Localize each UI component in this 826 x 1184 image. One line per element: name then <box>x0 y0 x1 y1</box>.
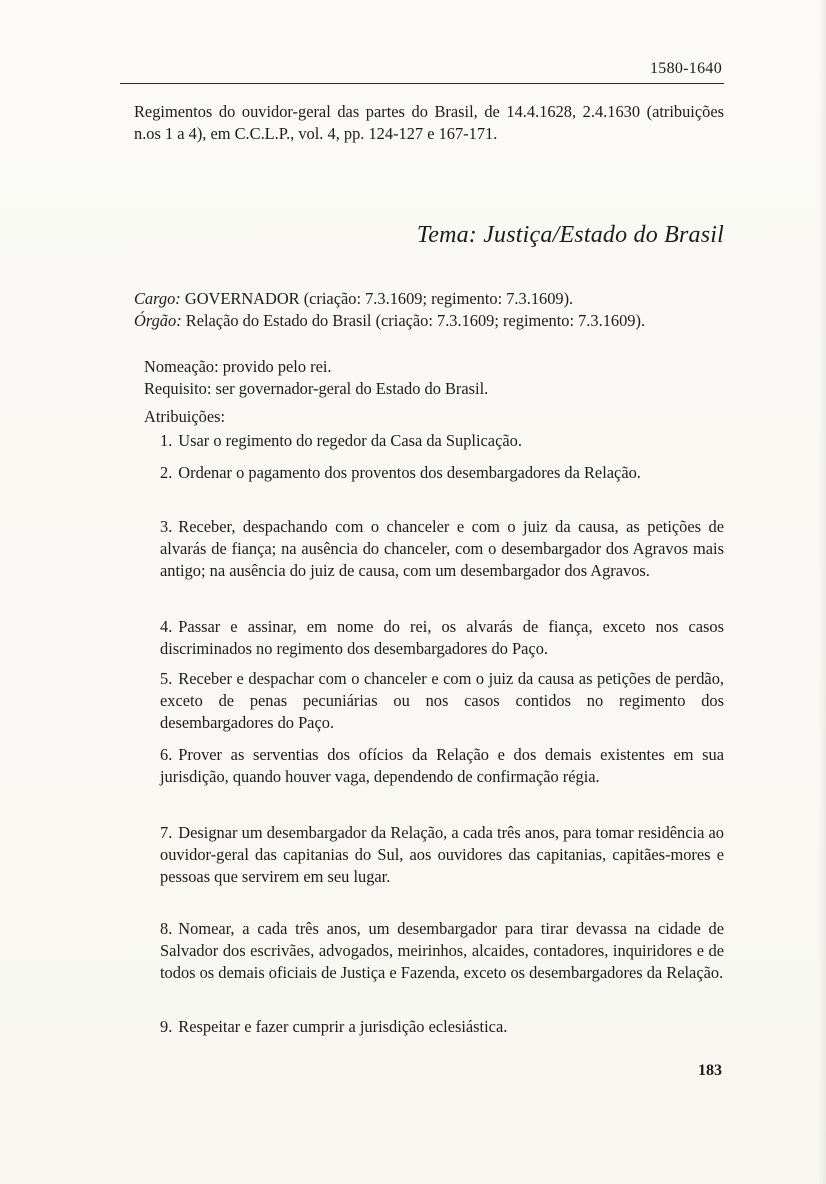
section-theme-heading: Tema: Justiça/Estado do Brasil <box>416 222 724 248</box>
item-text: Receber, despachando com o chanceler e com o juiz da causa, as petições de alvarás de fiança; na ausência do chanceler, com o desembargador dos Agravos mais antigo; na ausência do juiz de causa, com um desembargador dos Agravos. <box>160 517 724 580</box>
requisito-line: Requisito: ser governador-geral do Estado do Brasil. <box>144 379 489 398</box>
scan-edge-shadow <box>818 0 826 1184</box>
item-text: Nomear, a cada três anos, um desembargador para tirar devassa na cidade de Salvador dos escrivães, advogados, meirinhos, alcaides, contadores, inquiridores e de todos os demais oficiais de Justiça e Fazenda, exceto os desembargadores da Relação. <box>160 919 724 982</box>
item-text: Passar e assinar, em nome do rei, os alvarás de fiança, exceto nos casos discriminados no regimento dos desembargadores do Paço. <box>160 617 724 658</box>
nomeacao-line: Nomeação: provido pelo rei. <box>144 357 332 376</box>
atribuicoes-label: Atribuições: <box>144 407 226 426</box>
cargo-line <box>134 288 724 310</box>
list-item <box>160 616 724 660</box>
list-item <box>160 822 724 888</box>
item-number: 8. <box>160 919 173 938</box>
list-item <box>160 744 724 788</box>
item-text: Prover as serventias dos ofícios da Relação e dos demais existentes em sua jurisdição, quando houver vaga, dependendo de confirmação régia. <box>160 745 724 786</box>
item-number: 3. <box>160 517 173 536</box>
item-text: Designar um desembargador da Relação, a cada três anos, para tomar residência ao ouvidor-geral das capitanias do Sul, aos ouvidores das capitanias, capitães-mores e pessoas que servirem em seu lugar. <box>160 823 724 886</box>
item-text: Ordenar o pagamento dos proventos dos desembargadores da Relação. <box>178 463 641 482</box>
item-number: 7. <box>160 823 173 842</box>
cargo-label: Cargo: <box>134 289 181 308</box>
item-text: Receber e despachar com o chanceler e com o juiz da causa as petições de perdão, exceto de penas pecuniárias ou nos casos contidos no regimento dos desembargadores do Paço. <box>160 669 724 732</box>
item-number: 9. <box>160 1017 173 1036</box>
running-header-date-range: 1580-1640 <box>649 60 722 77</box>
item-number: 2. <box>160 463 173 482</box>
orgao-line <box>134 310 724 332</box>
reference-paragraph: Regimentos do ouvidor-geral das partes do Brasil, de 14.4.1628, 2.4.1630 (atribuições n.os 1 a 4), em C.C.L.P., vol. 4, pp. 124-127 e 167-171. <box>134 102 724 143</box>
list-item <box>160 430 724 452</box>
item-text: Respeitar e fazer cumprir a jurisdição eclesiástica. <box>178 1017 508 1036</box>
item-number: 1. <box>160 431 173 450</box>
item-number: 6. <box>160 745 173 764</box>
item-number: 4. <box>160 617 173 636</box>
cargo-value: GOVERNADOR (criação: 7.3.1609; regimento: 7.3.1609). <box>184 289 574 308</box>
orgao-value: Relação do Estado do Brasil (criação: 7.3.1609; regimento: 7.3.1609). <box>185 311 646 330</box>
item-number: 5. <box>160 669 173 688</box>
header-rule <box>120 83 724 84</box>
page-number: 183 <box>698 1062 722 1079</box>
list-item <box>160 918 724 984</box>
list-item <box>160 668 724 734</box>
list-item <box>160 462 724 484</box>
item-text: Usar o regimento do regedor da Casa da Suplicação. <box>178 431 522 450</box>
orgao-label: Órgão: <box>134 311 182 330</box>
list-item <box>160 1016 724 1038</box>
list-item <box>160 516 724 582</box>
